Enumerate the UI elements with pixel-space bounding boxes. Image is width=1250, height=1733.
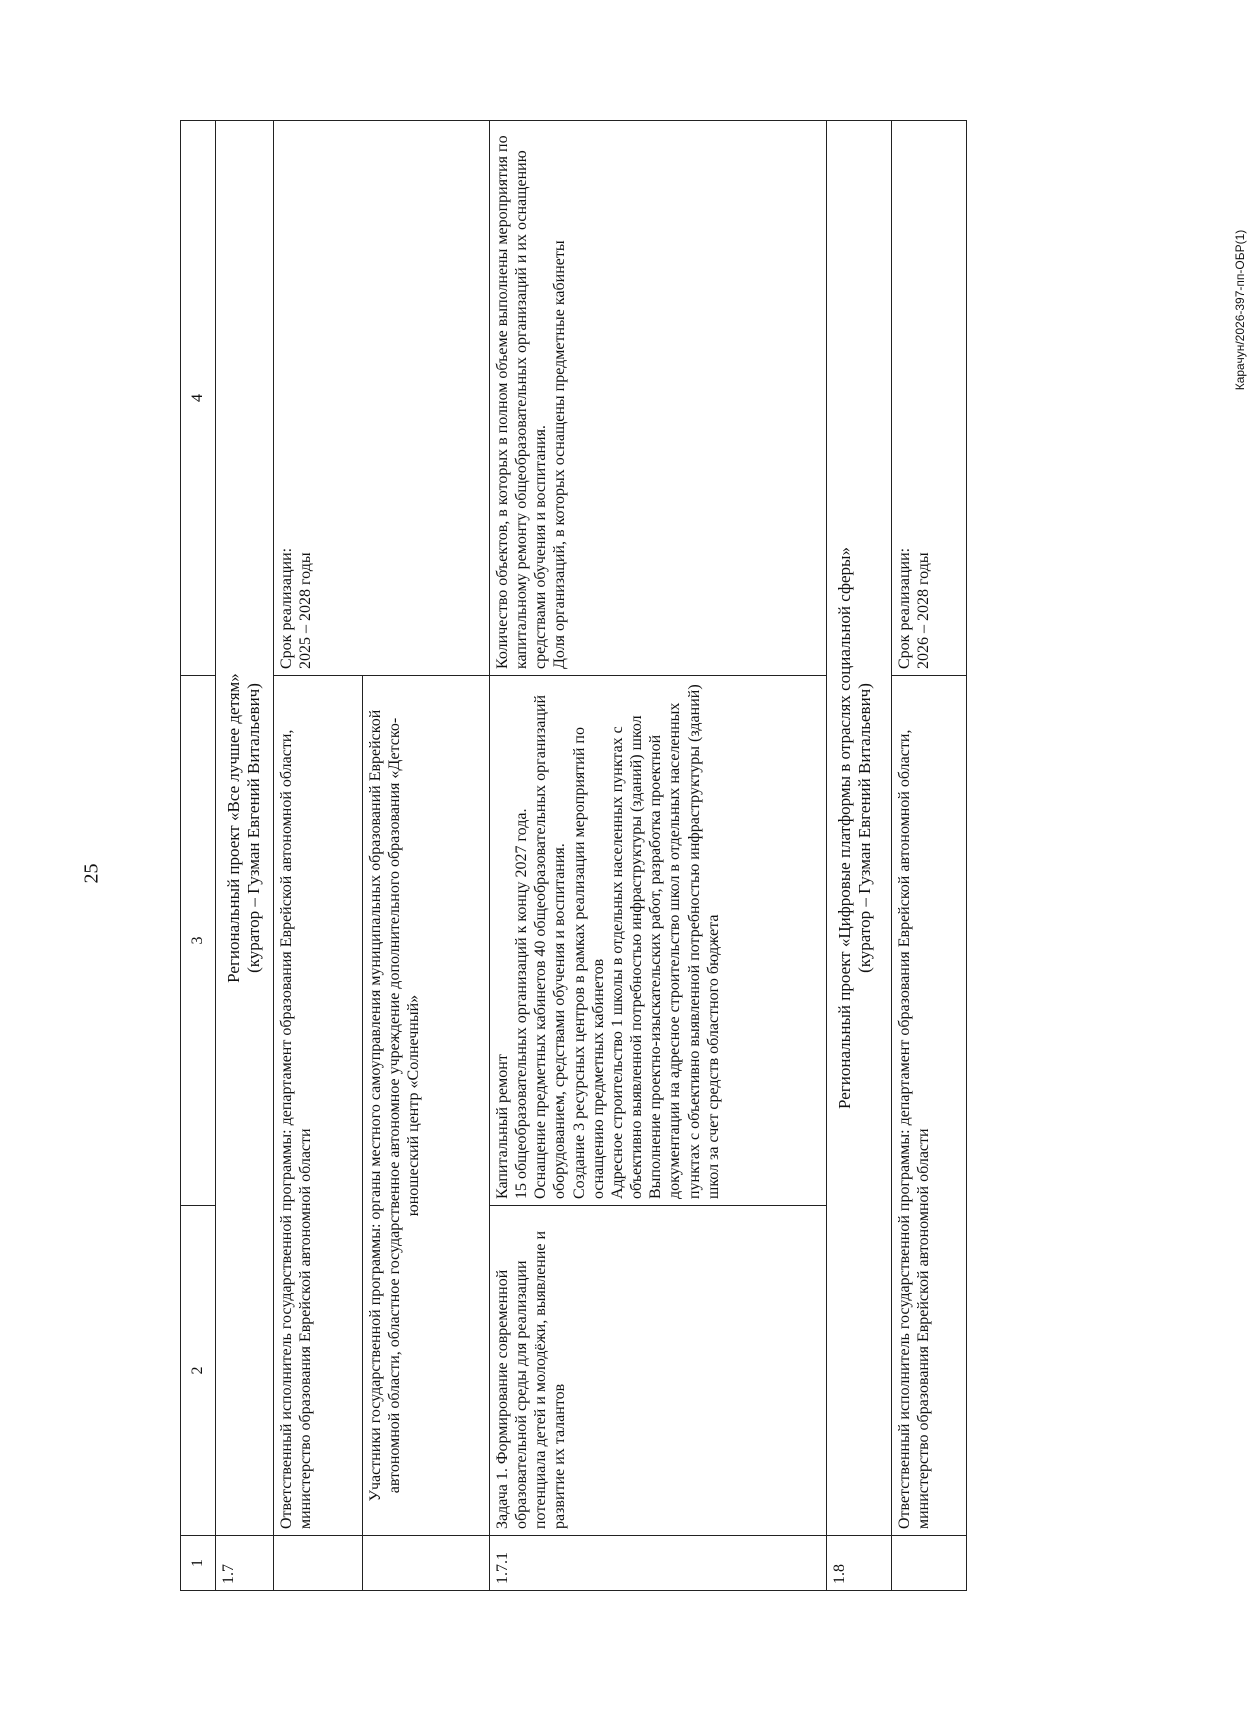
empty-cell <box>362 1536 489 1591</box>
implementation-term: Срок реализации: 2026 – 2028 годы <box>891 121 966 676</box>
header-cell-2: 2 <box>181 1206 216 1536</box>
header-cell-1: 1 <box>181 1536 216 1591</box>
responsible-executor: Ответственный исполнитель государственной программы: департамент образования Еврейской автономной области, министерство образования Еврейской автономной области <box>891 676 966 1536</box>
project-row-1-8 <box>826 121 891 1591</box>
header-cell-4: 4 <box>181 121 216 676</box>
row-number: 1.7 <box>216 1536 274 1591</box>
document-code: Карачун/2026-397-пп-ОБР(1) <box>1233 229 1247 391</box>
project-title: Региональный проект «Все лучшее детям» (куратор – Гузман Евгений Витальевич) <box>216 121 274 1536</box>
table-header-row <box>181 121 216 1591</box>
program-table <box>180 121 932 1591</box>
project-title: Региональный проект «Цифровые платформы в отраслях социальной сферы» (куратор – Гузман Евгений Витальевич) <box>826 121 891 1536</box>
program-participants: Участники государственной программы: органы местного самоуправления муниципальных образований Еврейской автономной области, областное государственное автономное учреждение дополнительного образования «Детско-юношеский центр «Солнечный» <box>362 676 489 1536</box>
responsible-row-1-7 <box>273 121 362 1591</box>
empty-cell <box>273 1536 362 1591</box>
implementation-term: Срок реализации: 2025 – 2028 годы <box>273 121 489 676</box>
responsible-executor: Ответственный исполнитель государственной программы: департамент образования Еврейской автономной области, министерство образования Еврейской автономной области <box>273 676 362 1536</box>
task-description: Задача 1. Формирование современной образовательной среды для реализации потенциала детей и молодёжи, выявление и развитие их талантов <box>489 1206 826 1536</box>
project-row-1-7 <box>216 121 274 1591</box>
task-effects: Капитальный ремонт 15 общеобразовательных организаций к концу 2027 года. Оснащение предметных кабинетов 40 общеобразовательных организаций оборудованием, средствами обучения и воспитания. Создание 3 ресурсных центров в рамках реализации мероприятий по оснащению предметных кабинетов Адресное строительство 1 школы в отдельных населенных пунктах с объективно выявленной потребностью инфраструктуры (зданий) школ Выполнение проектно-изыскательских работ, разработка проектной документации на адресное строительство школ в отдельных населенных пунктах с объективно выявленной потребностью инфраструктуры (зданий) школ за счет средств областного бюджета <box>489 676 826 1206</box>
header-cell-3: 3 <box>181 676 216 1206</box>
row-number: 1.7.1 <box>489 1536 826 1591</box>
task-indicators: Количество объектов, в которых в полном объеме выполнены мероприятия по капитальному ремонту общеобразовательных организаций и их оснащению средствами обучения и воспитания. Доля организаций, в которых оснащены предметные кабинеты <box>489 121 826 676</box>
empty-cell <box>891 1536 966 1591</box>
row-number: 1.8 <box>826 1536 891 1591</box>
task-row-1-7-1 <box>489 121 826 1591</box>
page-number: 25 <box>80 863 103 884</box>
responsible-row-1-8 <box>891 121 966 1591</box>
